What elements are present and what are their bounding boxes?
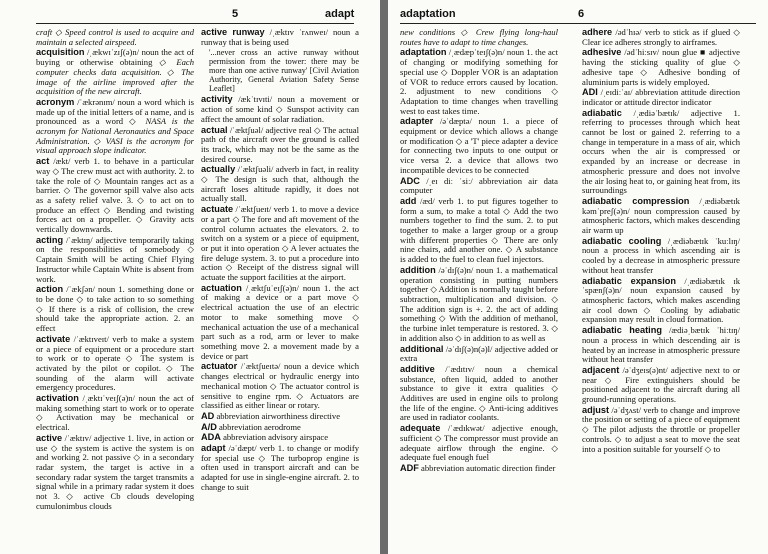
headword: active runway <box>201 27 265 37</box>
headword: adiabatic heating <box>582 325 662 336</box>
dictionary-entry <box>36 335 194 393</box>
definition: /ækˈtɪvɪti/ noun a movement or action of some kind ◇ Sunspot activity can affect the amount of solar radiation. <box>201 94 359 124</box>
definition: /ˌæktɪˈveɪʃ(ə)n/ noun the act of making something start to work or to operate ◇ Activation may be mechanical or electrical. <box>36 393 194 433</box>
headword: adjacent <box>582 364 620 375</box>
headword: act <box>36 156 50 167</box>
dictionary-entry <box>582 406 740 455</box>
dictionary-entry <box>36 98 194 156</box>
definition: /ˈækʃən/ noun 1. something done or to be done ◇ to take action to so something ◇ If there is a risk of collision, the crew should take the appropriate action. 2. an effect <box>36 284 194 334</box>
dictionary-entry <box>201 205 359 283</box>
dictionary-entry <box>201 284 359 362</box>
column-2 <box>582 28 740 455</box>
definition: /ækt/ verb 1. to behave in a particular way ◇ The crew must act with authority. 2. to take the role of ◇ Mountain ranges act as a barrier. ◇ The governor spill valve also acts as a safety relief valve. 3. ◇ to act on to produce an effect ◇ Bending and twisting forces act on a propeller. ◇ Gravity acts vertically downwards. <box>36 156 194 235</box>
headword: acting <box>36 234 64 245</box>
dictionary-entry <box>201 433 359 443</box>
dictionary-entry <box>400 464 558 474</box>
headword: ADF <box>400 462 419 473</box>
headword: AD <box>201 410 215 421</box>
dictionary-entry <box>36 394 194 433</box>
definition: /əˈdɪʃ(ə)n(ə)l/ adjective added or extra <box>400 343 558 364</box>
headword: actual <box>201 124 228 135</box>
definition: /ˈækrənɪm/ noun a word which is made up of the initial letters of a name, and is pronounced as a word ◇ <box>36 96 194 127</box>
dictionary-entry <box>582 88 740 107</box>
headword: adhere <box>582 27 613 37</box>
dictionary-entry <box>582 197 740 236</box>
definition: /əˈdɪʃ(ə)n/ noun 1. a mathematical operation consisting in putting numbers together ◇ Addition is normally taught before subtraction, multiplication and division. ◇ The addition sign is +. 2. the act of adding something ◇ With the addition of methanol, the turbine inlet temperature is restored. 3. ◇ in addition also ◇ in addition to as well as <box>400 264 558 343</box>
dictionary-entry <box>201 423 359 433</box>
headword: adequate <box>400 423 441 434</box>
definition: /ˌækwɪˈzɪʃ(ə)n/ noun the act of buying or otherwise obtaining <box>36 47 194 68</box>
definition: abbreviation advisory airspace <box>223 432 329 443</box>
definition: /ˌeɪ diː ˈsiː/ abbreviation air data computer <box>400 175 558 196</box>
headword: activate <box>36 333 71 344</box>
headword: ADC <box>400 175 420 186</box>
dictionary-entry <box>201 362 359 411</box>
dictionary-entry <box>582 109 740 196</box>
dictionary-entry <box>201 412 359 422</box>
dictionary-entry <box>36 285 194 334</box>
definition: /ˌæktʃuˈeɪʃ(ə)n/ noun 1. the act of making a device or a part move ◇ electrical actuation the use of an electric motor to make something move ◇ mechanical actuation the use of a mechanical part such as a rod, arm or lever to make something move 2. a movement made by a device or part <box>201 282 359 361</box>
definition: /ˌædiəbætɪk kəmˈpreʃ(ə)n/ noun compression caused by atmospheric factors, which makes descending air warm up <box>582 195 740 236</box>
column-1 <box>36 28 194 512</box>
definition: /ˈæktʃueɪtə/ noun a device which changes electrical or hydraulic energy into mechanical motion ◇ The actuator control is sensitive to engine rpm. ◇ Actuators are classified as either linear or rotary. <box>201 361 359 411</box>
headword: action <box>36 284 64 295</box>
dictionary-entry <box>36 434 194 512</box>
running-head: adaptation <box>400 8 456 20</box>
headword: ADI <box>582 87 598 98</box>
definition: /æd/ verb 1. to put figures together to form a sum, to make a total ◇ Add the two numbers together to find the sum. 2. to put together to make a larger group or a group with different properties ◇ There are only nine chairs, add another one. ◇ A substance is added to the fuel to clean fuel injectors. <box>400 195 558 265</box>
dictionary-entry <box>582 48 740 87</box>
dictionary-entry <box>36 236 194 285</box>
definition: /ədˈhɪə/ verb to stick as if glued ◇ Clear ice adheres strongly to airframes. <box>582 27 740 47</box>
definition: /ˌædiəbætɪk ɪkˈspænʃ(ə)n/ noun expansion caused by atmospheric factors, which makes ascending air cool down ◇ Cooling by adiabatic expansion may result in cloud formation. <box>582 275 741 325</box>
column-1 <box>400 28 558 475</box>
running-head: adapt <box>325 8 355 20</box>
dictionary-entry <box>400 177 558 196</box>
header-rule <box>400 23 756 24</box>
dictionary-entry <box>582 366 740 405</box>
dictionary-entry <box>400 345 558 364</box>
example-text: NASA is the acronym for National Aeronautics and Space Administration. ◇ VASI is the acronym for visual approach slope indicator. <box>36 116 195 156</box>
definition: /ˌædæpˈteɪʃ(ə)n/ noun 1. the act of changing or modifying something for special use ◇ Doppler VOR is an adaptation of VOR to reduce errors caused by location. 2. adjustment to new conditions ◇ Adaptation to time changes when travelling west to east takes time. <box>400 47 558 116</box>
definition: /əˈdʒeɪs(ə)nt/ adjective next to or near ◇ Fire extinguishers should be positioned adjacent to the aircraft during all ground-running operations. <box>582 364 741 405</box>
definition: abbreviation automatic direction finder <box>421 462 556 473</box>
definition: /ˈædɪtɪv/ noun a chemical substance, often liquid, added to another substance to give it extra qualities ◇ Additives are used in engine oils to prolong the life of the engine. ◇ Anti-icing additives are used in radiator coolants. <box>400 363 558 423</box>
column-2 <box>201 28 359 494</box>
definition: /ˈæktɪv/ adjective 1. live, in action or use ◇ the system is active the system is on and working 2. not passive ◇ in a secondary radar system, the target is active in a secondary radar system the target transmits a signal while in a primary radar system it does not 3. ◇ active Cb clouds developing cumulonimbus clouds <box>36 432 194 511</box>
headword: adiabatic compression <box>582 195 690 206</box>
dictionary-entry <box>582 237 740 276</box>
dictionary-entry <box>400 197 558 265</box>
headword: adhesive <box>582 47 622 58</box>
headword: acquisition <box>36 47 85 58</box>
headword: A/D <box>201 421 217 432</box>
dictionary-entry <box>582 277 740 326</box>
dictionary-entry <box>201 126 359 165</box>
definition: /ˌæktɪv ˈrʌnweɪ/ noun a runway that is being used <box>201 27 359 47</box>
headword: adiabatic <box>582 107 622 118</box>
page-number: 6 <box>578 8 585 20</box>
headword: additive <box>400 363 435 374</box>
continued-text <box>36 28 194 47</box>
headword: actuate <box>201 204 234 215</box>
left-page <box>0 0 380 554</box>
definition: /ˈæktɪŋ/ adjective temporarily taking on the responsibilities of somebody ◇ Captain Smith will be acting Chief Flying Instructor while Captain White is absent from work. <box>36 234 194 284</box>
dictionary-entry <box>36 157 194 235</box>
definition: /ˈæktʃueɪt/ verb 1. to move a device or a part ◇ The fore and aft movement of the control column actuates the elevators. 2. to switch on a system or a piece of equipment, or put it into operation ◇ A lever actuates the fire deluge system. 3. to put a procedure into action ◇ Receipt of the distress signal will actuate the support facilities at the airport. <box>201 204 359 283</box>
continued-text-body: craft ◇ Speed control is used to acquire and maintain a selected airspeed. <box>36 27 194 47</box>
dictionary-entry <box>400 266 558 344</box>
header-rule <box>36 23 354 24</box>
dictionary-entry <box>201 165 359 204</box>
definition: /ˈæktʃuəli/ adverb in fact, in reality ◇ The design is such that, although the aircraft loses altitude rapidly, it does not actually stall. <box>201 164 359 204</box>
definition: /ˈædɪkwət/ adjective enough, sufficient ◇ The compressor must provide an adequate airflow through the engine. ◇ adequate fuel enough fuel <box>400 423 558 463</box>
headword: active <box>36 432 63 443</box>
dictionary-entry <box>400 48 558 116</box>
headword: adaptation <box>400 47 447 58</box>
dictionary-entry <box>582 326 740 365</box>
dictionary-entry <box>201 95 359 124</box>
headword: adiabatic cooling <box>582 235 662 246</box>
headword: actuator <box>201 361 238 372</box>
dictionary-entry <box>400 365 558 423</box>
citation-quote: '...never cross an active runway without permission from the tower: there may be more than one active runway' [Civil Aviation Authority, General Aviation Safety Sense Leaflet] <box>209 48 359 94</box>
definition: /ˌædiəbætɪk ˈkuːlɪŋ/ noun a process in which ascending air is cooled by a decrease in atmospheric pressure without heat transfer <box>582 235 740 275</box>
headword: acronym <box>36 96 75 107</box>
right-page <box>388 0 768 554</box>
example-text: ◇ Each computer checks data acquisition. ◇ The image of the airline improved after the acquisition of the new aircraft. <box>36 57 194 97</box>
definition: /ˈæktʃuəl/ adjective real ◇ The actual path of the aircraft over the ground is called its track, which may not be the same as the desired course. <box>201 124 359 164</box>
dictionary-entry <box>201 444 359 493</box>
definition: /əˈdæptə/ noun 1. a piece of equipment or device which allows a change or modification ◇ a 'T' piece adapter a device for connecting two inputs to one output or vice versa 2. a device that allows two incompatible devices to be connected <box>400 116 558 175</box>
definition: /əˈdæpt/ verb 1. to change or modify for special use ◇ The turboprop engine is often used in transport aircraft and can be adapted for use in single-engine aircraft. 2. to change to suit <box>201 443 359 492</box>
definition: /ˌeɪdiːˈaɪ/ abbreviation attitude direction indicator or attitude director indicator <box>582 87 740 107</box>
definition: /ədˈhiːsɪv/ noun glue ■ adjective having the sticking quality of glue ◇ adhesive tape ◇ Adhesive bonding of aluminium parts is widely employed. <box>582 47 740 87</box>
headword: adapt <box>201 443 226 454</box>
headword: add <box>400 195 417 206</box>
headword: addition <box>400 264 436 275</box>
headword: additional <box>400 343 444 354</box>
headword: actuation <box>201 282 242 293</box>
definition: abbreviation airworthiness directive <box>216 410 341 421</box>
headword: actually <box>201 164 236 175</box>
definition: abbreviation aerodrome <box>218 421 301 432</box>
headword: adiabatic expansion <box>582 275 677 286</box>
headword: activity <box>201 94 233 105</box>
continued-text-body: new conditions ◇ Crew flying long-haul routes have to adapt to time changes. <box>400 27 558 47</box>
dictionary-entry <box>201 28 359 47</box>
page-number: 5 <box>232 8 239 20</box>
definition: /əˈdʒʌst/ verb to change and improve the position or setting of a piece of equipment ◇ The pilot adjusts the throttle or propeller controls. ◇ to adjust a seat to move the seat into a position suitable for yourself ◇ to <box>582 404 740 454</box>
dictionary-entry <box>582 28 740 47</box>
definition: /ædiəˌbætɪk ˈhiːtɪŋ/ noun a process in which descending air is heated by an increase in atmospheric pressure without heat transfer <box>582 325 740 365</box>
continued-text <box>400 28 558 47</box>
headword: adjust <box>582 404 610 415</box>
headword: activation <box>36 393 79 404</box>
headword: ADA <box>201 432 221 443</box>
headword: adapter <box>400 116 434 127</box>
dictionary-entry <box>400 424 558 463</box>
dictionary-entry <box>36 48 194 97</box>
definition: /ˌædiəˈbætɪk/ adjective 1. referring to processes through which heat cannot be lost or gained 2. referring to a change in temperature in a mass of air, which occurs when the air is compressed or expanded by an increase or decrease in atmospheric pressure and does not involve the air losing heat to, or gaining heat from, its surroundings <box>582 107 740 196</box>
definition: /ˈæktɪveɪt/ verb to make a system or a piece of equipment or a procedure start to work or to operate ◇ The system is activated by the pilot or copilot. ◇ The sounding of the alarm will activate emergency procedures. <box>36 333 194 393</box>
dictionary-entry <box>400 117 558 175</box>
